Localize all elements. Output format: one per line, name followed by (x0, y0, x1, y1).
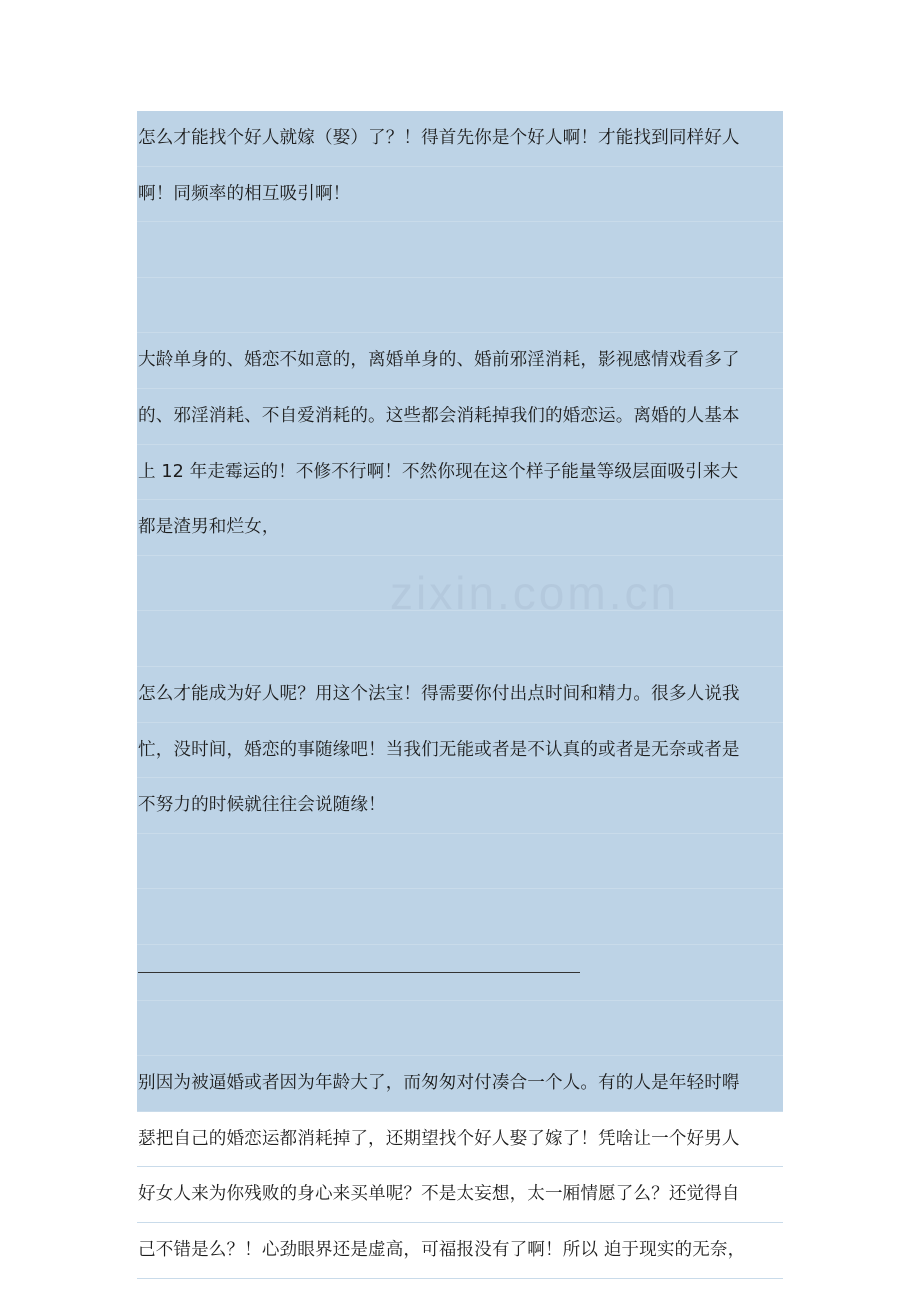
text-line: 上 12 年走霉运的！不修不行啊！不然你现在这个样子能量等级层面吸引来大 (137, 445, 783, 501)
text-line (137, 1001, 783, 1057)
text-line (137, 278, 783, 334)
text-line (137, 222, 783, 278)
text-line (137, 556, 783, 612)
text-line: 好女人来为你残败的身心来买单呢？不是太妄想，太一厢情愿了么？还觉得自 (137, 1167, 783, 1223)
highlighted-text-block (137, 111, 783, 1260)
text-line: 怎么才能成为好人呢？用这个法宝！得需要你付出点时间和精力。很多人说我 (137, 667, 783, 723)
text-line (137, 945, 783, 1001)
text-line: 的、邪淫消耗、不自爱消耗的。这些都会消耗掉我们的婚恋运。离婚的人基本 (137, 389, 783, 445)
text-line: 大龄单身的、婚恋不如意的，离婚单身的、婚前邪淫消耗，影视感情戏看多了 (137, 333, 783, 389)
watermark: zixin.com.cn (390, 567, 680, 619)
horizontal-rule (138, 972, 580, 973)
text-line: 忙，没时间，婚恋的事随缘吧！当我们无能或者是不认真的或者是无奈或者是 (137, 723, 783, 779)
text-line: 不努力的时候就往往会说随缘！ (137, 778, 783, 834)
text-line (137, 889, 783, 945)
text-line: 己不错是么？！心劲眼界还是虚高，可福报没有了啊！所以 迫于现实的无奈， (137, 1223, 783, 1279)
text-line: 啊！同频率的相互吸引啊！ (137, 167, 783, 223)
text-line: 别因为被逼婚或者因为年龄大了，而匆匆对付凑合一个人。有的人是年轻时嘚 (137, 1056, 783, 1112)
text-line: 都是渣男和烂女， (137, 500, 783, 556)
text-line: 怎么才能找个好人就嫁（娶）了？！得首先你是个好人啊！才能找到同样好人 (137, 111, 783, 167)
text-line: 瑟把自己的婚恋运都消耗掉了，还期望找个好人娶了嫁了！凭啥让一个好男人 (137, 1112, 783, 1168)
text-line (137, 834, 783, 890)
text-line (137, 611, 783, 667)
